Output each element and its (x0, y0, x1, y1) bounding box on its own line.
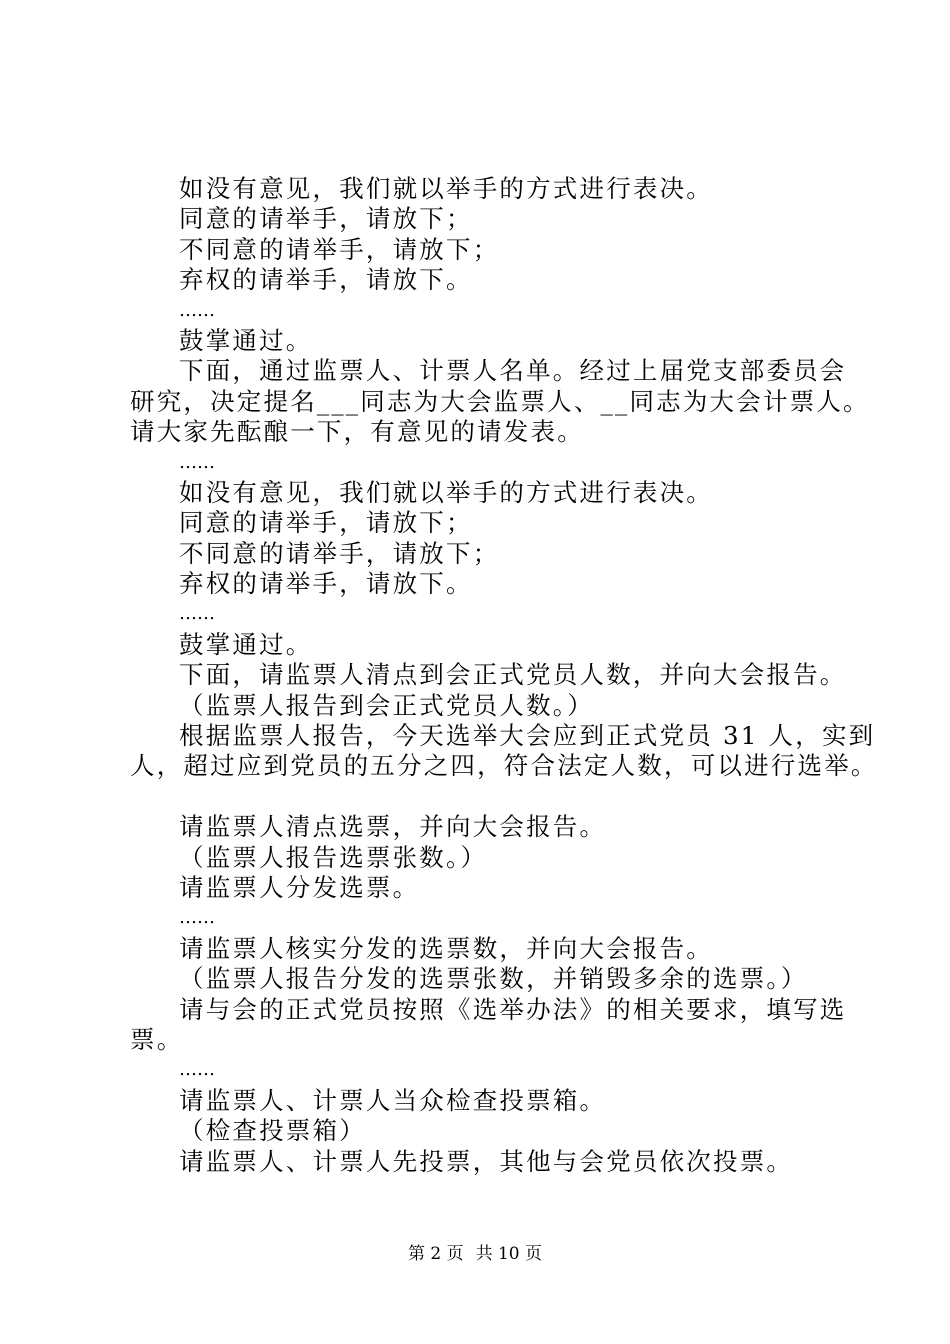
paragraph-line: （检查投票箱） (179, 1116, 366, 1146)
paragraph-line: 下面，请监票人清点到会正式党员人数，并向大会报告。 (179, 660, 847, 690)
ellipsis-line: …… (179, 451, 215, 473)
paragraph-line: 请监票人、计票人先投票，其他与会党员依次投票。 (179, 1146, 794, 1176)
paragraph-line: （监票人报告到会正式党员人数。） (179, 690, 594, 720)
paragraph-line: 弃权的请举手，请放下。 (179, 265, 473, 295)
paragraph-line: （监票人报告选票张数。） (179, 842, 488, 872)
paragraph-line: 票。 (130, 1024, 184, 1054)
paragraph-line: 不同意的请举手，请放下； (179, 234, 500, 264)
page-number: 第 2 页 (407, 1244, 464, 1264)
ellipsis-line: …… (179, 907, 215, 929)
paragraph-line: 如没有意见，我们就以举手的方式进行表决。 (179, 477, 713, 507)
paragraph-line: 人，超过应到党员的五分之四，符合法定人数，可以进行选举。 (130, 751, 878, 781)
paragraph-line: 不同意的请举手，请放下； (179, 538, 500, 568)
paragraph-line: 请监票人、计票人当众检查投票箱。 (179, 1085, 607, 1115)
paragraph-line: 请与会的正式党员按照《选举办法》的相关要求，填写选 (179, 994, 847, 1024)
page-total: 共 10 页 (475, 1244, 543, 1264)
paragraph-line: 鼓掌通过。 (179, 325, 313, 355)
paragraph-line: 同意的请举手，请放下； (179, 508, 473, 538)
document-body (130, 174, 878, 1177)
paragraph-line: 请监票人核实分发的选票数，并向大会报告。 (179, 933, 713, 963)
paragraph-line: 弃权的请举手，请放下。 (179, 569, 473, 599)
blank-line (130, 782, 850, 812)
paragraph-line: 根据监票人报告，今天选举大会应到正式党员 31 人，实到 (179, 721, 876, 751)
page-footer (0, 1242, 950, 1266)
paragraph-line: 请监票人分发选票。 (179, 872, 420, 902)
paragraph-line: 同意的请举手，请放下； (179, 204, 473, 234)
ellipsis-line: …… (179, 603, 215, 625)
ellipsis-line: …… (179, 299, 215, 321)
ellipsis-line: …… (179, 1059, 215, 1081)
paragraph-line: 如没有意见，我们就以举手的方式进行表决。 (179, 174, 713, 203)
paragraph-line: （监票人报告分发的选票张数，并销毁多余的选票。） (179, 964, 808, 994)
paragraph-line: 请监票人清点选票，并向大会报告。 (179, 812, 607, 842)
paragraph-line: 研究，决定提名___同志为大会监票人、__同志为大会计票人。 (130, 386, 870, 416)
paragraph-line: 请大家先酝酿一下，有意见的请发表。 (130, 417, 584, 447)
paragraph-line: 鼓掌通过。 (179, 629, 313, 659)
paragraph-line: 下面，通过监票人、计票人名单。经过上届党支部委员会 (179, 356, 847, 386)
